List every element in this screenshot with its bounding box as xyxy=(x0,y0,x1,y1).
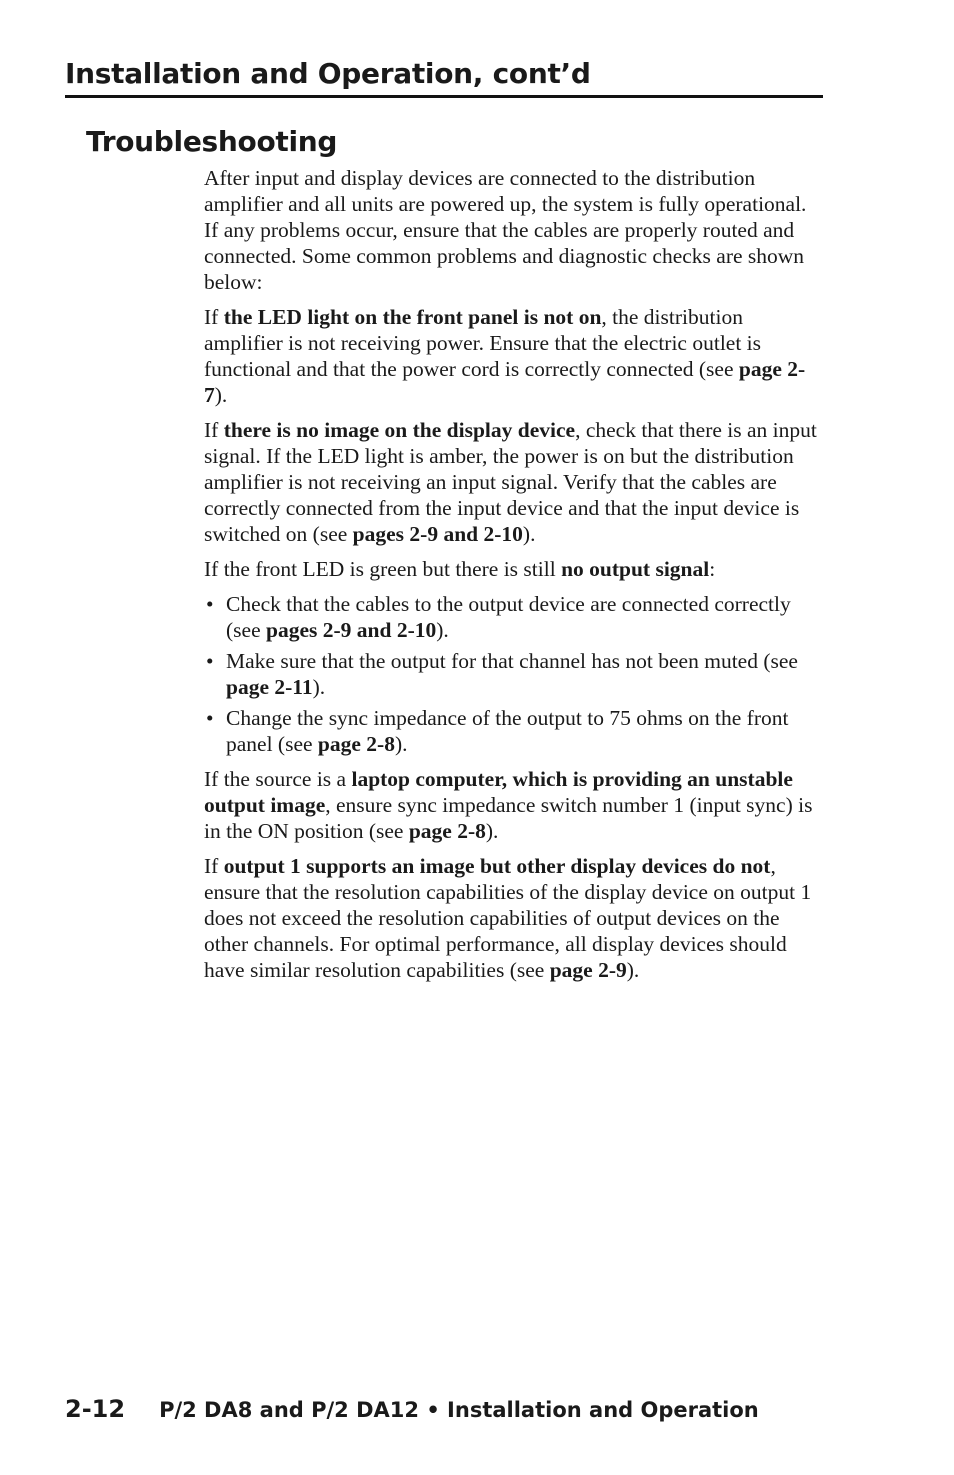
page-reference: page 2-8 xyxy=(408,819,486,843)
page-reference: page 2-7 xyxy=(204,357,806,407)
no-output-paragraph: If the front LED is green but there is still no output signal: xyxy=(204,557,716,581)
bullet-icon: • xyxy=(206,592,214,616)
no-image-condition: there is no image on the display device xyxy=(223,418,576,442)
intro-paragraph: After input and display devices are connected to the distribution amplifier and all units are powered up, the system is fully operational. If any problems occur, ensure that the cables are properly routed and connected. Some common problems and diagnostic checks are shown below: xyxy=(204,166,807,294)
laptop-condition: laptop computer, which is providing an unstable output image xyxy=(204,767,793,817)
led-off-condition: the LED light on the front panel is not on xyxy=(223,305,602,329)
list-item: • Change the sync impedance of the output to 75 ohms on the front panel (see page 2-8). xyxy=(206,706,789,756)
laptop-source-paragraph: If the source is a laptop computer, which is providing an unstable output image, ensure sync impedance switch number 1 (input sync) is in the ON position (see page 2-8). xyxy=(204,767,813,843)
page-reference: page 2-8 xyxy=(317,732,395,756)
no-image-paragraph: If there is no image on the display device, check that there is an input signal. If the LED light is amber, the power is on but the distribution amplifier is not receiving an input signal. Verify that the cables are correctly connected from the input device and that the input device is switched on (see pages 2-9 and 2-10). xyxy=(204,418,817,546)
footer-title: P/2 DA8 and P/2 DA12 • Installation and Operation xyxy=(159,1398,759,1422)
output-one-paragraph: If output 1 supports an image but other display devices do not, ensure that the resolution capabilities of the display device on output 1 does not exceed the resolution capabilities of output devices on the other channels. For optimal performance, all display devices should have similar resolution capabilities (see page 2-9). xyxy=(204,854,812,982)
bullet-icon: • xyxy=(206,649,214,673)
page-reference: page 2-11 xyxy=(226,675,313,699)
page-reference: page 2-9 xyxy=(549,958,627,982)
page-reference: pages 2-9 and 2-10 xyxy=(352,522,523,546)
no-output-condition: no output signal xyxy=(561,557,710,581)
section-body xyxy=(204,165,824,992)
no-output-checklist xyxy=(204,591,824,757)
page-header: Installation and Operation, cont’d xyxy=(65,56,823,98)
section-title: Troubleshooting xyxy=(86,125,338,158)
led-off-paragraph: If the LED light on the front panel is not on, the distribution amplifier is not receiving power. Ensure that the electric outlet is functional and that the power cord is correctly connected (see page 2-7). xyxy=(204,305,806,407)
list-item: • Check that the cables to the output device are connected correctly (see pages 2-9 and 2-10). xyxy=(206,592,791,642)
page-reference: pages 2-9 and 2-10 xyxy=(266,618,437,642)
page-number: 2-12 xyxy=(65,1395,126,1423)
page-footer xyxy=(65,1394,759,1425)
bullet-icon: • xyxy=(206,706,214,730)
output-one-condition: output 1 supports an image but other display devices do not xyxy=(223,854,771,878)
list-item: • Make sure that the output for that channel has not been muted (see page 2-11). xyxy=(206,649,798,699)
